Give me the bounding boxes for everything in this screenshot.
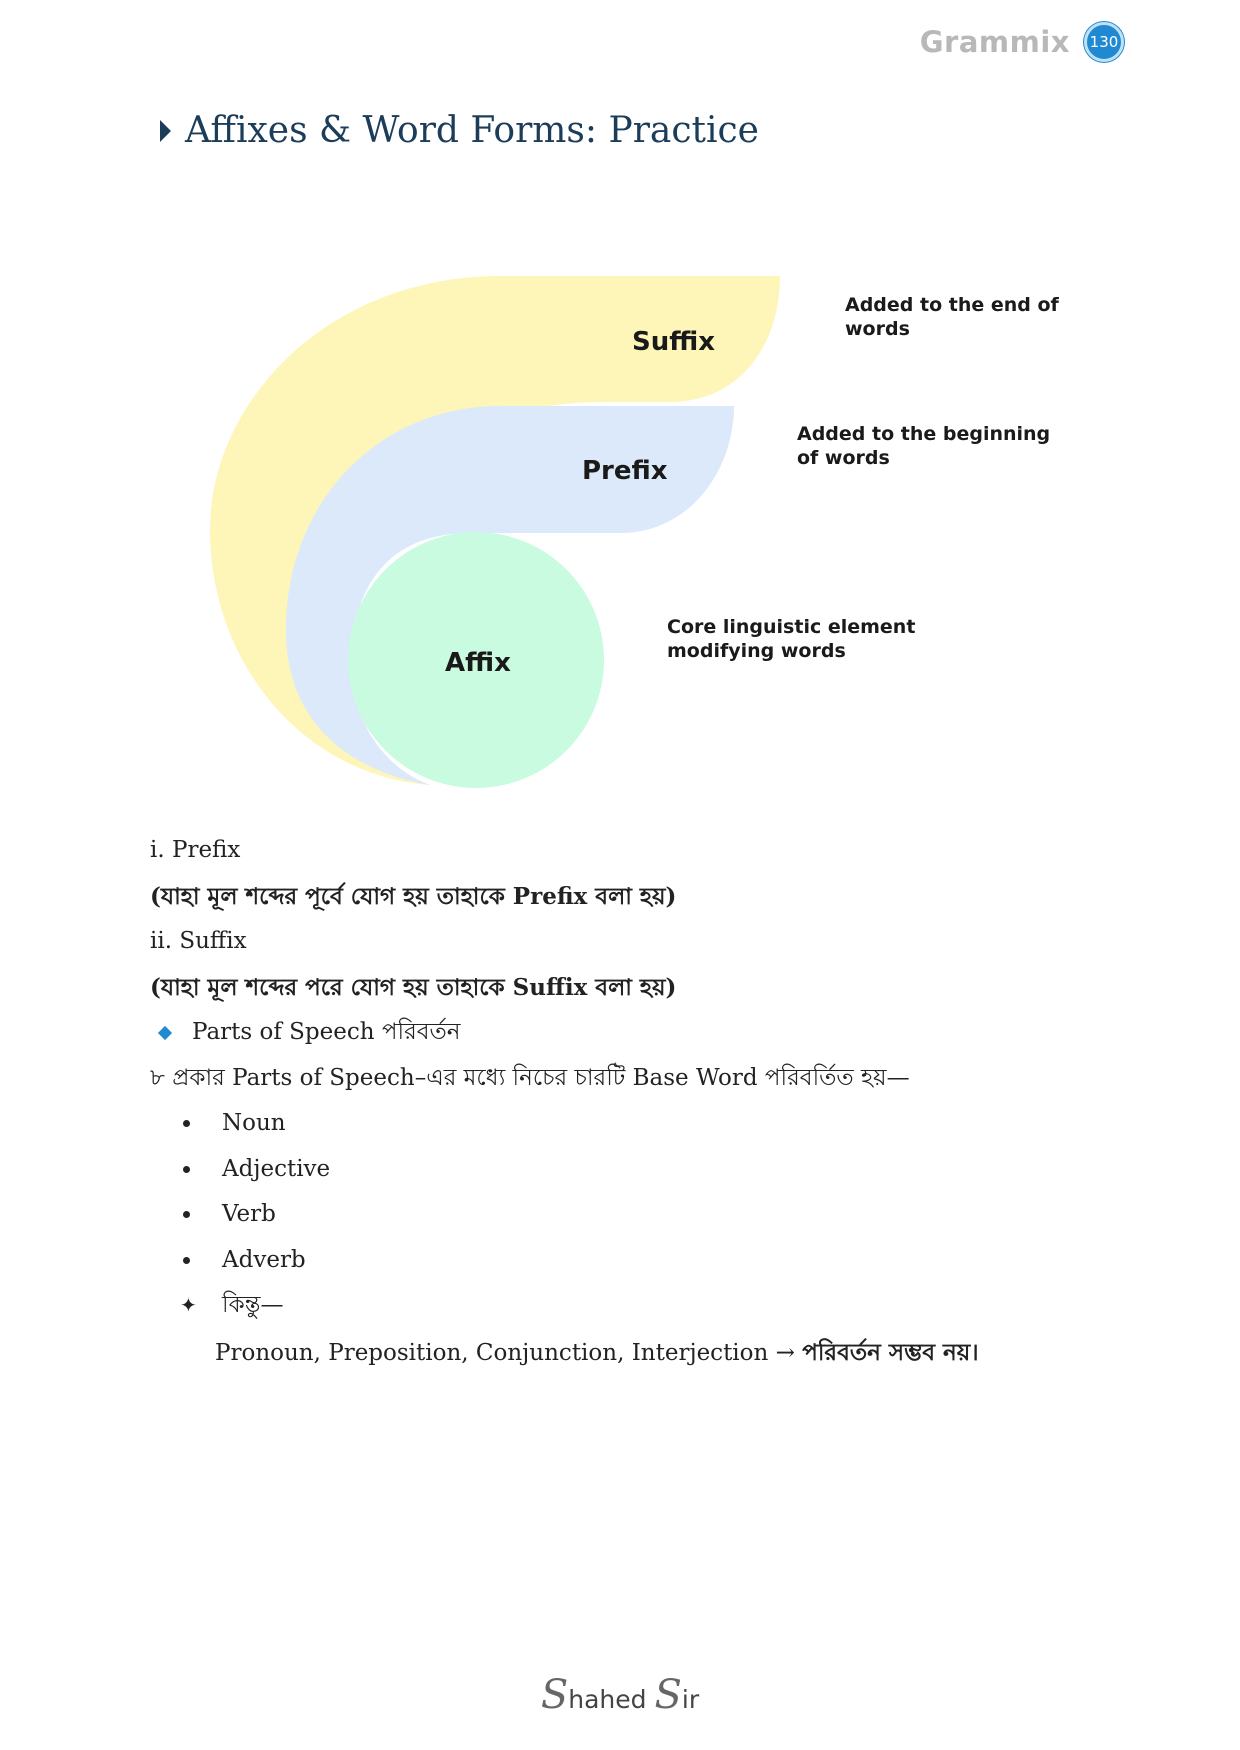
prefix-definition: (যাহা মূল শব্দের পূর্বে যোগ হয় তাহাকে Prefix বলা হয়) <box>150 882 677 910</box>
unchanged-note: পরিবর্তন সম্ভব নয়। <box>802 1338 979 1366</box>
pos-heading-row <box>150 1010 1110 1056</box>
base-word: Verb <box>222 1201 276 1227</box>
pos-intro: ৮ প্রকার Parts of Speech–এর মধ্যে নিচের চারটি Base Word পরিবর্তিত হয়— <box>150 1064 910 1091</box>
prefix-description-line1: Added to the beginning <box>797 423 1051 445</box>
base-word: Noun <box>222 1110 286 1136</box>
base-word-list <box>150 1101 1110 1283</box>
but-row <box>150 1283 1110 1329</box>
four-point-star-icon: ✦ <box>180 1293 197 1317</box>
page-number-badge: 130 <box>1084 22 1124 62</box>
bullet-icon <box>183 1257 190 1264</box>
prefix-heading: i. Prefix <box>150 837 241 863</box>
prefix-description-line2: of words <box>797 447 890 469</box>
bullet-icon <box>183 1120 190 1127</box>
list-item <box>150 1192 1110 1238</box>
affix-label: Affix <box>445 648 511 678</box>
unchanged-list: Pronoun, Preposition, Conjunction, Interjection → <box>215 1339 795 1366</box>
bullet-icon <box>183 1211 190 1218</box>
list-item <box>150 1101 1110 1147</box>
footer-signature <box>0 1672 1240 1718</box>
bullet-icon <box>183 1166 190 1173</box>
suffix-description-line1: Added to the end of <box>845 294 1059 316</box>
suffix-heading: ii. Suffix <box>150 928 247 954</box>
diamond-bullet-icon <box>158 1026 172 1040</box>
list-item <box>150 1147 1110 1193</box>
affix-diagram <box>0 0 1240 820</box>
prefix-label: Prefix <box>582 456 668 486</box>
page-title: Affixes & Word Forms: Practice <box>185 110 759 151</box>
signature-initial-s2: S <box>654 1672 682 1718</box>
pos-heading: Parts of Speech পরিবর্তন <box>192 1019 461 1045</box>
affix-description-line1: Core linguistic element <box>667 616 916 638</box>
list-item <box>150 1238 1110 1284</box>
base-word: Adjective <box>222 1155 331 1182</box>
suffix-description-line2: words <box>845 318 910 340</box>
signature-text: hahed <box>568 1685 655 1714</box>
but-label: কিন্তু— <box>222 1292 284 1318</box>
signature-initial-s: S <box>540 1672 569 1718</box>
brand-logo: Grammix <box>919 25 1070 59</box>
unchanged-words-line <box>150 1329 1110 1377</box>
content-section <box>150 828 1110 1377</box>
suffix-label: Suffix <box>632 327 716 357</box>
suffix-definition: (যাহা মূল শব্দের পরে যোগ হয় তাহাকে Suffix বলা হয়) <box>150 973 677 1001</box>
affix-description-line2: modifying words <box>667 640 846 662</box>
base-word: Adverb <box>222 1246 306 1273</box>
signature-text-end: ir <box>681 1685 700 1714</box>
